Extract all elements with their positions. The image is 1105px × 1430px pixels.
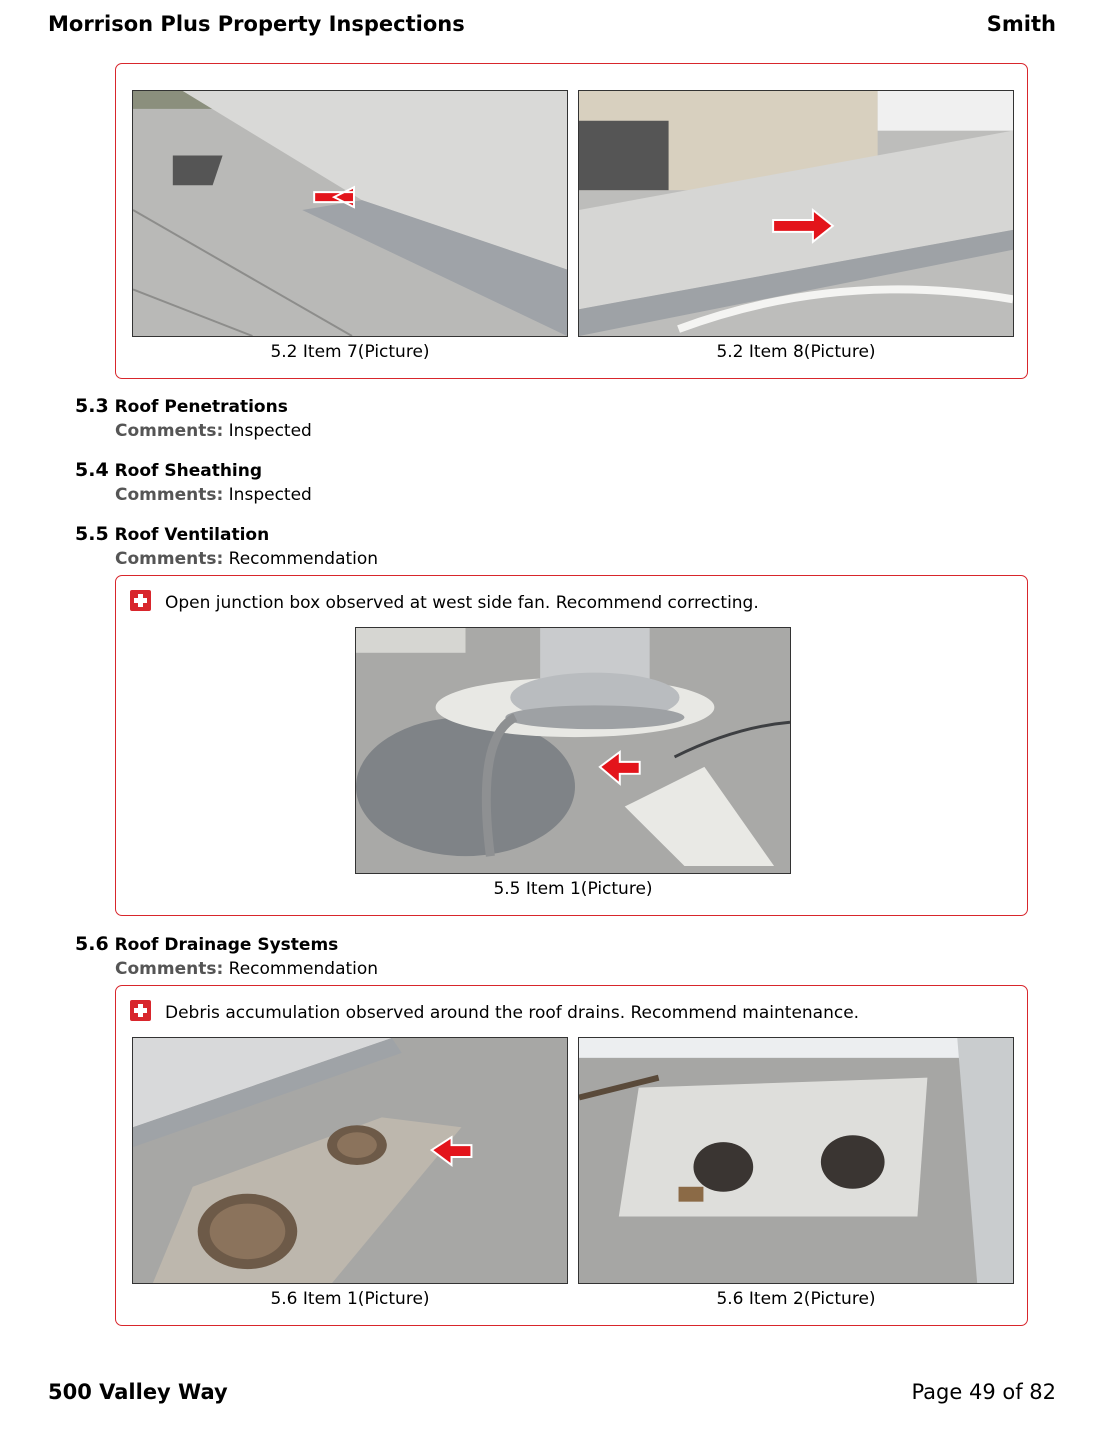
recommendation-box-5-6 xyxy=(115,985,1028,1326)
comments-value: Inspected xyxy=(228,485,312,505)
property-address: 500 Valley Way xyxy=(48,1380,228,1404)
section-5-3-title xyxy=(75,395,288,417)
section-number: 5.5 xyxy=(75,523,109,545)
comments-label: Comments: xyxy=(115,959,224,979)
company-name: Morrison Plus Property Inspections xyxy=(48,12,465,36)
comments-label: Comments: xyxy=(115,549,224,569)
section-name: Roof Ventilation xyxy=(114,525,270,545)
section-5-6-comments xyxy=(115,959,378,979)
comments-label: Comments: xyxy=(115,421,224,441)
recommendation-note xyxy=(130,1000,859,1023)
section-number: 5.4 xyxy=(75,459,109,481)
caption-5-2-item-8: 5.2 Item 8(Picture) xyxy=(716,342,876,362)
comments-value: Recommendation xyxy=(228,549,379,569)
section-5-3-comments xyxy=(115,421,312,441)
caption-5-6-item-2: 5.6 Item 2(Picture) xyxy=(716,1289,876,1309)
section-name: Roof Drainage Systems xyxy=(114,935,339,955)
caption-5-6-item-1: 5.6 Item 1(Picture) xyxy=(270,1289,430,1309)
red-plus-icon xyxy=(130,1000,151,1021)
recommendation-text: Open junction box observed at west side fan. Recommend correcting. xyxy=(165,593,759,613)
section-5-5-comments xyxy=(115,549,378,569)
page-number: Page 49 of 82 xyxy=(911,1380,1056,1404)
caption-5-5-item-1: 5.5 Item 1(Picture) xyxy=(493,879,653,899)
photo-5-6-item-1[interactable] xyxy=(132,1037,568,1284)
section-name: Roof Sheathing xyxy=(114,461,263,481)
client-name: Smith xyxy=(986,12,1056,36)
section-number: 5.6 xyxy=(75,933,109,955)
comments-value: Recommendation xyxy=(228,959,379,979)
section-5-4-comments xyxy=(115,485,312,505)
red-plus-icon xyxy=(130,590,151,611)
section-number: 5.3 xyxy=(75,395,109,417)
comments-value: Inspected xyxy=(228,421,312,441)
caption-5-2-item-7: 5.2 Item 7(Picture) xyxy=(270,342,430,362)
photo-5-6-item-2[interactable] xyxy=(578,1037,1014,1284)
section-name: Roof Penetrations xyxy=(114,397,288,417)
recommendation-box-5-5 xyxy=(115,575,1028,916)
photo-5-5-item-1[interactable] xyxy=(355,627,791,874)
section-5-5-title xyxy=(75,523,269,545)
section-5-4-title xyxy=(75,459,262,481)
photo-group-5-2 xyxy=(115,63,1028,379)
recommendation-note xyxy=(130,590,759,613)
photo-5-2-item-7[interactable] xyxy=(132,90,568,337)
comments-label: Comments: xyxy=(115,485,224,505)
photo-5-2-item-8[interactable] xyxy=(578,90,1014,337)
recommendation-text: Debris accumulation observed around the roof drains. Recommend maintenance. xyxy=(165,1003,860,1023)
section-5-6-title xyxy=(75,933,338,955)
